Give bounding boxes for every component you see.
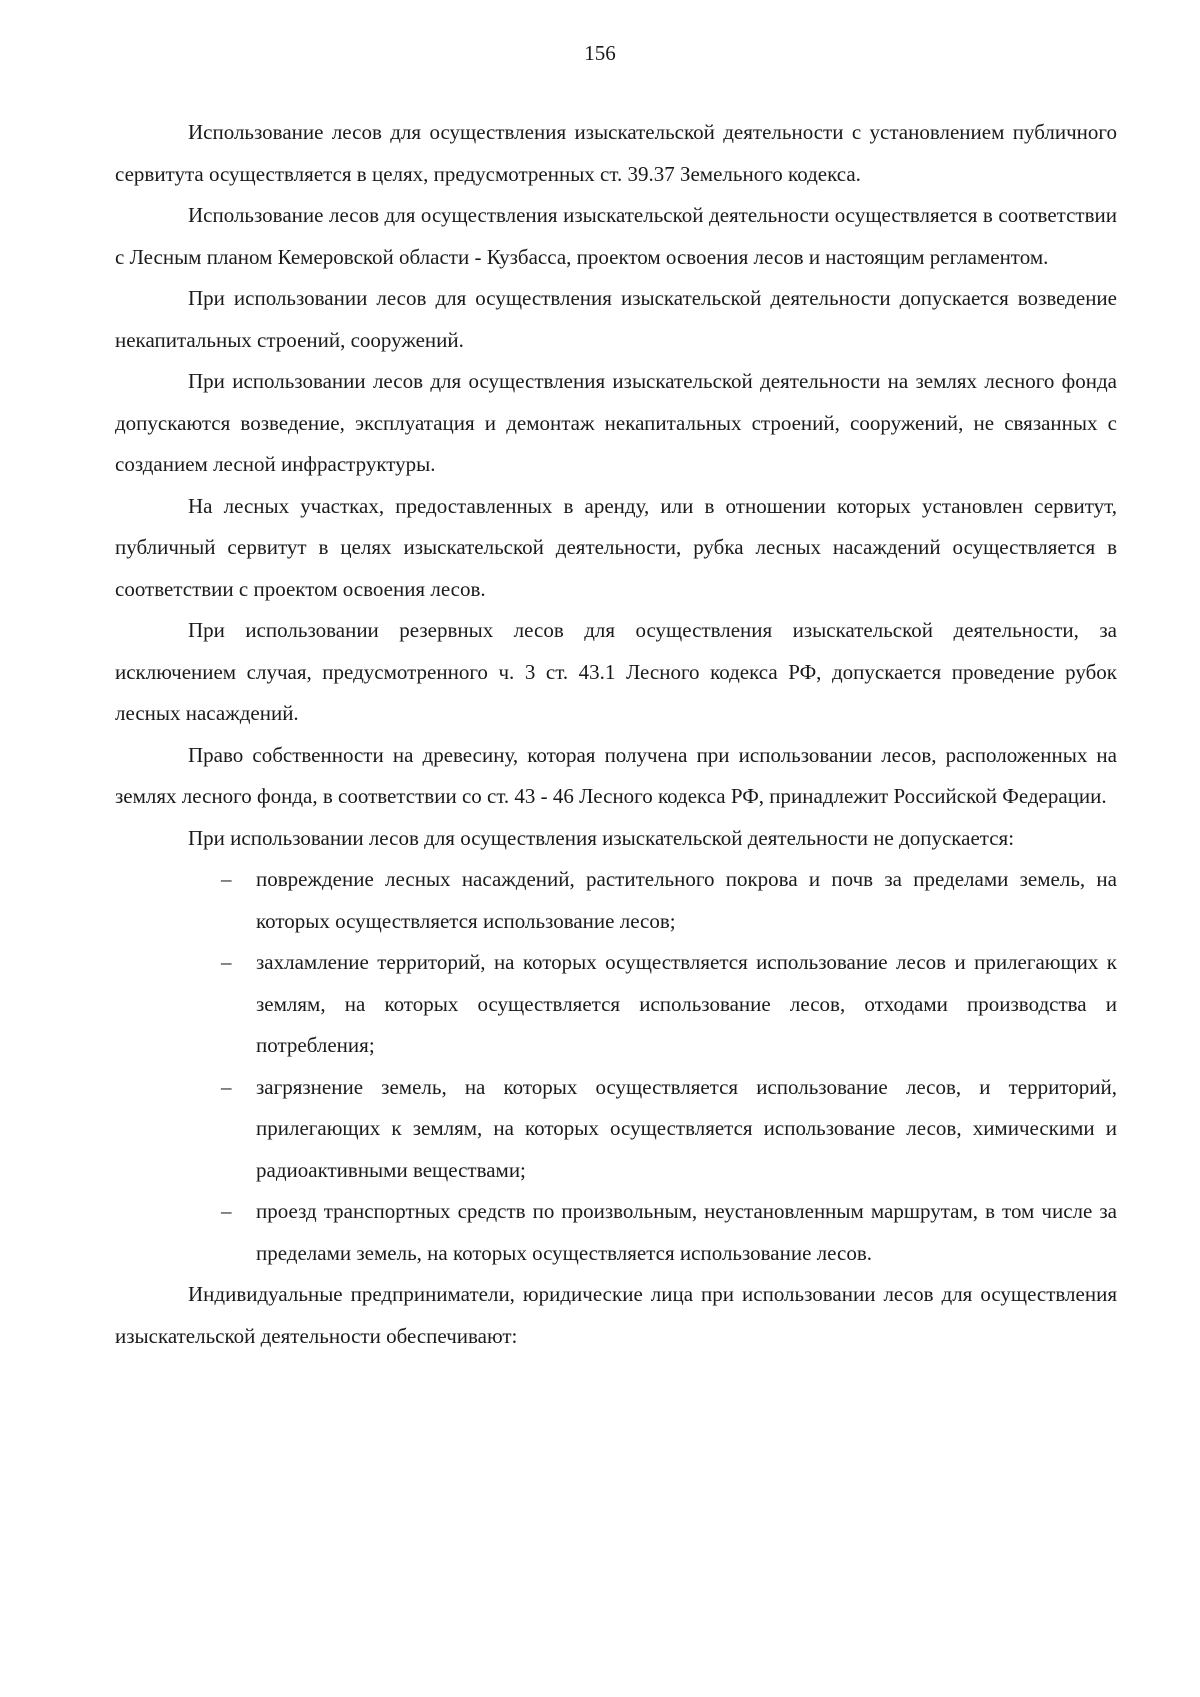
paragraph: При использовании лесов для осуществления изыскательской деятельности допускается возведение некапитальных строений, сооружений. (115, 286, 1117, 352)
paragraph: Индивидуальные предприниматели, юридические лица при использовании лесов для осуществления изыскательской деятельности обеспечивают: (115, 1282, 1117, 1348)
paragraph: При использовании лесов для осуществления изыскательской деятельности не допускается: (188, 825, 1015, 850)
paragraph: При использовании резервных лесов для осуществления изыскательской деятельности, за исключением случая, предусмотренного ч. 3 ст. 43.1 Лесного кодекса РФ, допускается проведение рубок лесных насаждений. (115, 618, 1117, 725)
list-item-text: загрязнение земель, на которых осуществляется использование лесов, и территорий, прилегающих к землям, на которых осуществляется использование лесов, химическими и радиоактивными веществами; (256, 1074, 1117, 1182)
paragraph: Использование лесов для осуществления изыскательской деятельности с установлением публичного сервитута осуществляется в целях, предусмотренных ст. 39.37 Земельного кодекса. (115, 120, 1117, 186)
paragraph: Использование лесов для осуществления изыскательской деятельности осуществляется в соответствии с Лесным планом Кемеровской области - Кузбасса, проектом освоения лесов и настоящим регламентом. (115, 203, 1117, 269)
list-dash: – (221, 950, 232, 974)
list-item (221, 942, 1117, 1067)
list-item (221, 859, 1117, 942)
document-body (115, 112, 1117, 1357)
list-item-text: проезд транспортных средств по произвольным, неустановленным маршрутам, в том числе за пределами земель, на которых осуществляется использование лесов. (256, 1199, 1117, 1265)
list-item-text: захламление территорий, на которых осуществляется использование лесов и прилегающих к землям, на которых осуществляется использование лесов, отходами производства и потребления; (256, 950, 1117, 1057)
prohibitions-list (115, 859, 1117, 1274)
paragraph: На лесных участках, предоставленных в аренду, или в отношении которых установлен сервитут, публичный сервитут в целях изыскательской деятельности, рубка лесных насаждений осуществляется в соответствии с проектом освоения лесов. (115, 493, 1117, 601)
list-dash: – (221, 1199, 232, 1223)
list-dash: – (221, 1074, 232, 1099)
list-item (221, 1067, 1117, 1192)
list-item (221, 1191, 1117, 1274)
list-dash: – (221, 867, 232, 891)
page-number: 156 (584, 41, 616, 65)
list-item-text: повреждение лесных насаждений, растительного покрова и почв за пределами земель, на которых осуществляется использование лесов; (256, 867, 1117, 933)
paragraph: Право собственности на древесину, которая получена при использовании лесов, расположенных на землях лесного фонда, в соответствии со ст. 43 - 46 Лесного кодекса РФ, принадлежит Российской Федерации. (115, 742, 1117, 808)
paragraph: При использовании лесов для осуществления изыскательской деятельности на землях лесного фонда допускаются возведение, эксплуатация и демонтаж некапитальных строений, сооружений, не связанных с созданием лесной инфраструктуры. (115, 369, 1117, 476)
